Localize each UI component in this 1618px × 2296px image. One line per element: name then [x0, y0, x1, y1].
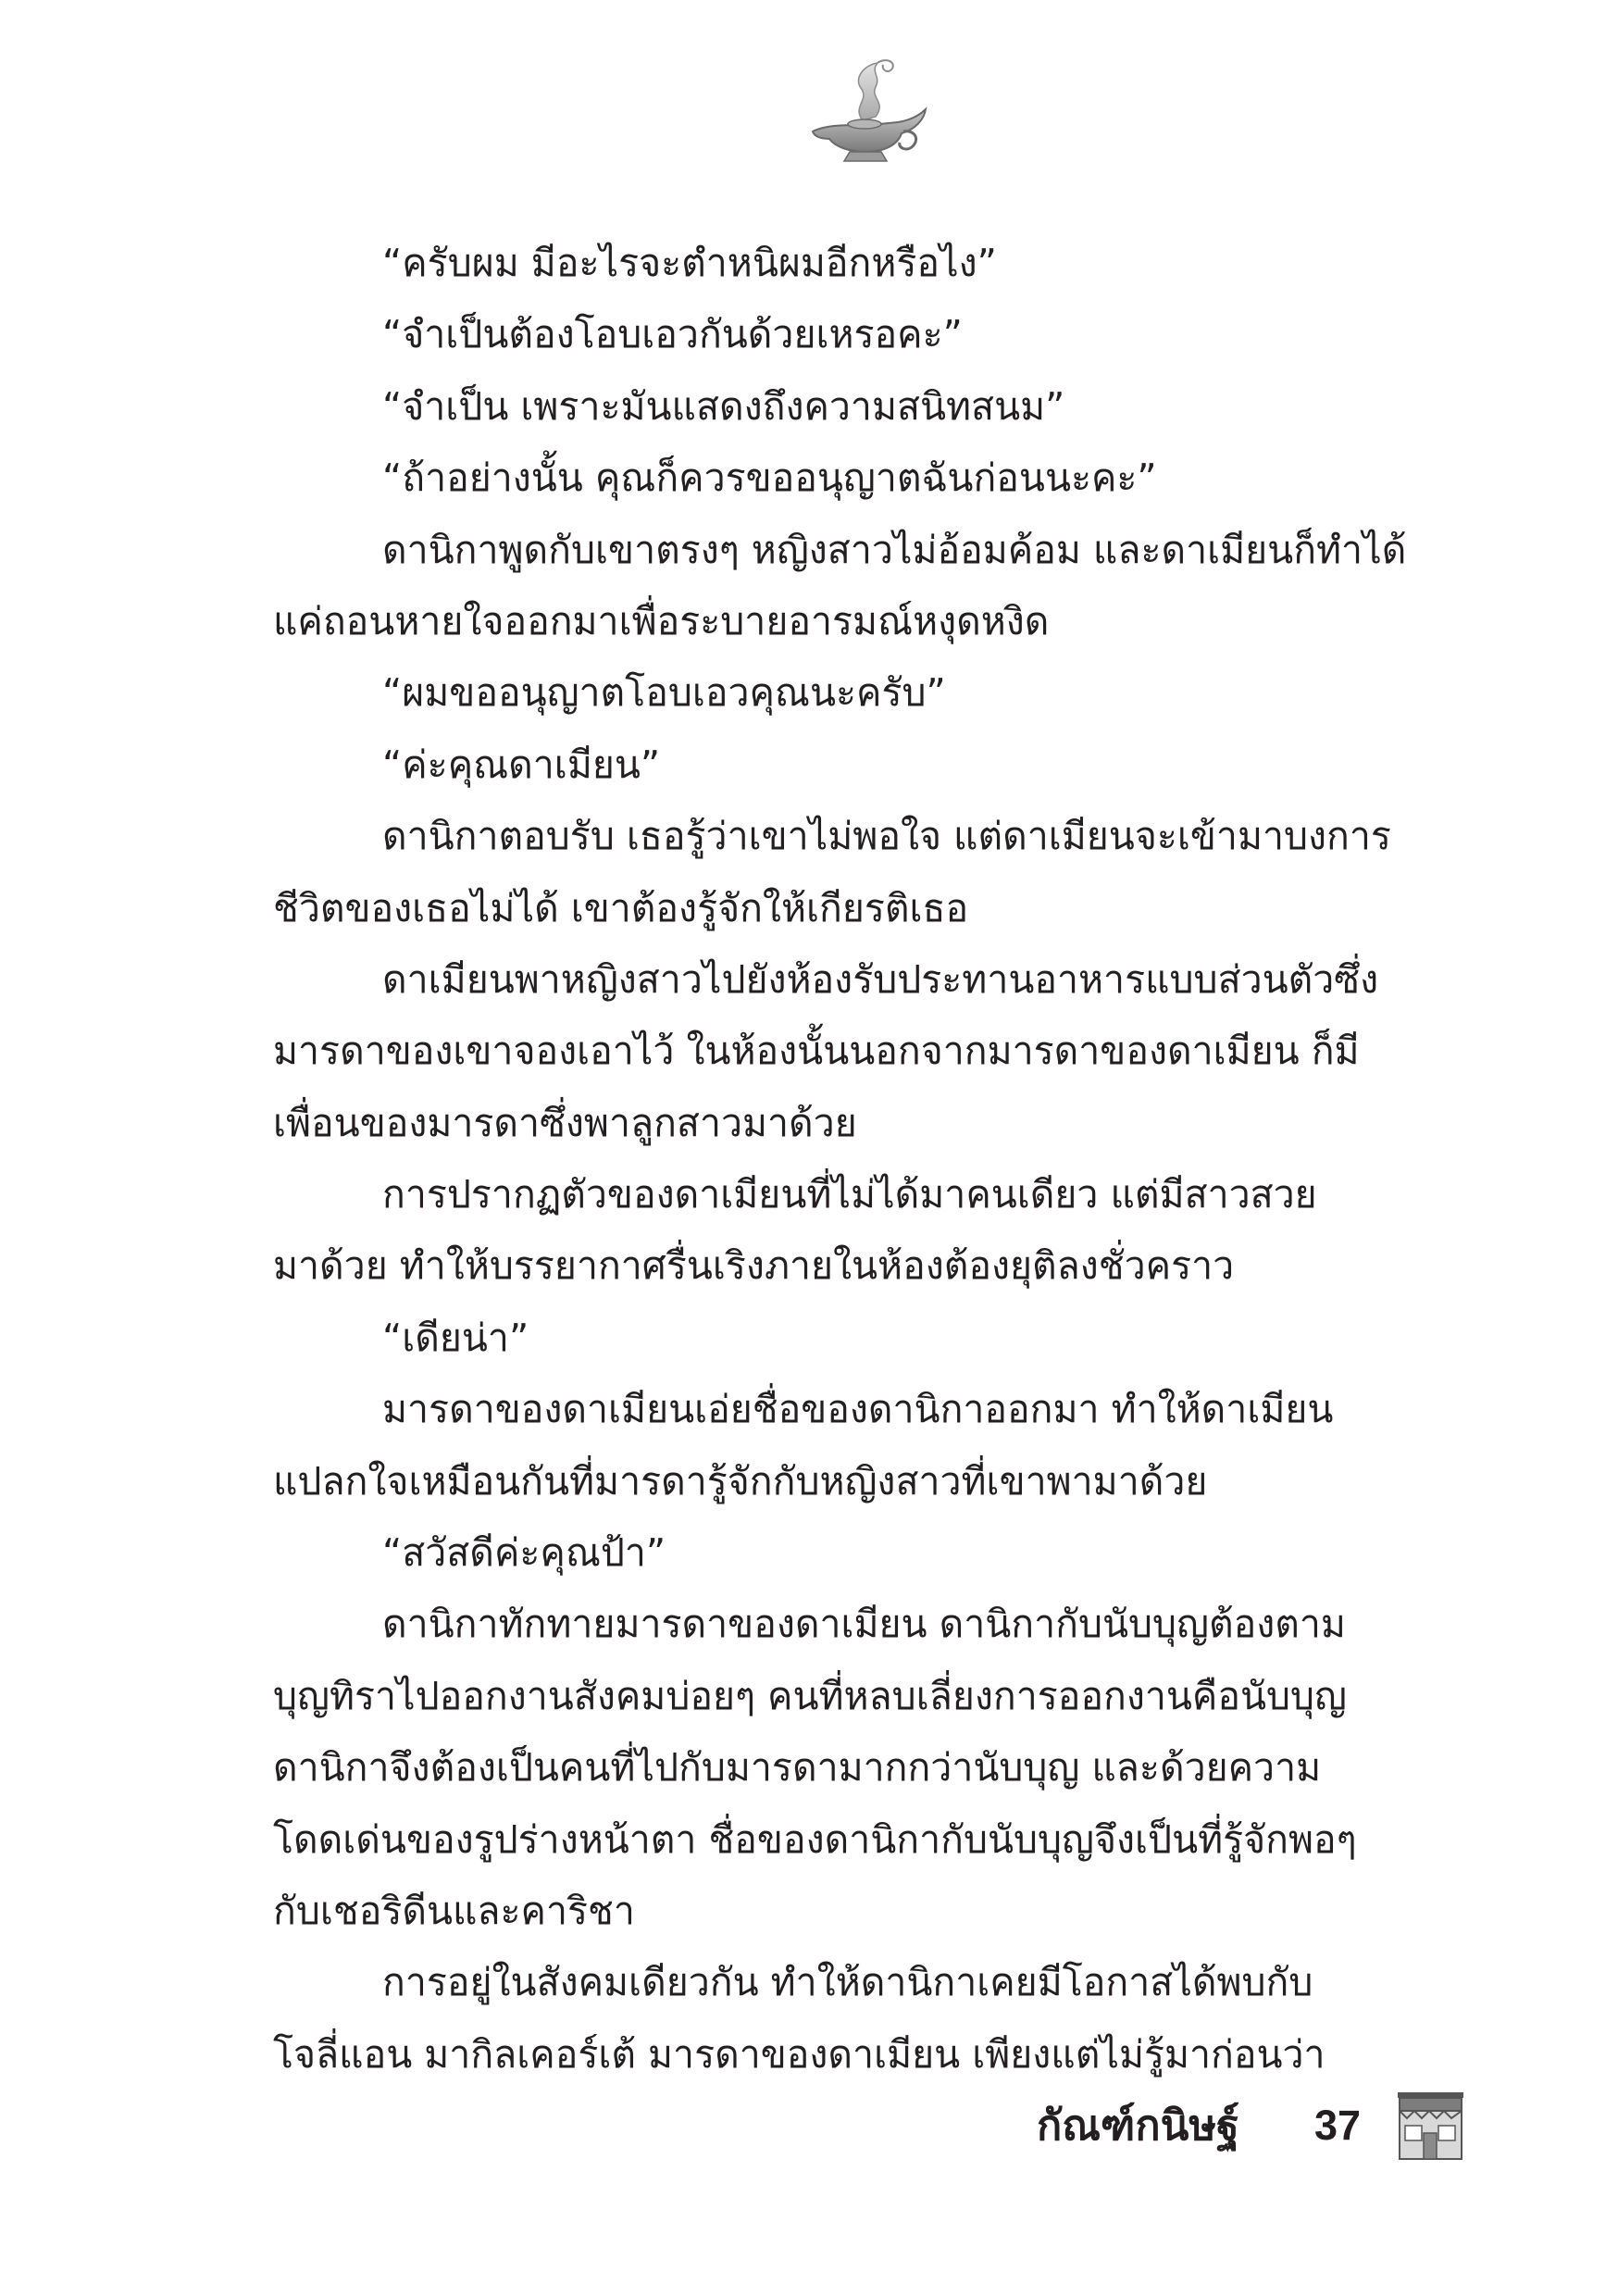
page-footer [1037, 2089, 1467, 2181]
paragraph-line: กับเชอริดีนและคาริชา [273, 1888, 635, 1933]
paragraph-line: โจลี่แอน มากิลเคอร์เต้ มารดาของดาเมียน เพียงแต่ไม่รู้มาก่อนว่า [273, 2031, 1326, 2077]
paragraph-line: เพื่อนของมารดาซึ่งพาลูกสาวมาด้วย [273, 1100, 857, 1145]
page-number: 37 [1314, 2102, 1362, 2149]
paragraph-line: มารดาของดาเมียนเอ่ยชื่อของดานิกาออกมา ทำให้ดาเมียน [382, 1387, 1334, 1432]
paragraph-line: ดานิกาพูดกับเขาตรงๆ หญิงสาวไม่อ้อมค้อม และดาเมียนก็ทำได้ [382, 527, 1407, 572]
paragraph-line: แค่ถอนหายใจออกมาเพื่อระบายอารมณ์หงุดหงิด [273, 598, 1050, 643]
dialogue-line: “ครับผม มีอะไรจะตำหนิผมอีกหรือไง” [382, 241, 997, 285]
dialogue-line: “เดียน่า” [382, 1315, 529, 1360]
dialogue-line: “จำเป็น เพราะมันแสดงถึงความสนิทสนม” [382, 383, 1065, 429]
genie-lamp-icon [796, 56, 935, 167]
book-title: กัณฑ์กนิษฐ์ [1037, 2101, 1239, 2150]
paragraph-line: ดานิกาจึงต้องเป็นคนที่ไปกับมารดามากกว่านับบุญ และด้วยความ [273, 1745, 1322, 1791]
paragraph-line: มารดาของเขาจองเอาไว้ ในห้องนั้นนอกจากมารดาของดาเมียน ก็มี [273, 1029, 1360, 1074]
paragraph-line: โดดเด่นของรูปร่างหน้าตา ชื่อของดานิกากับนับบุญจึงเป็นที่รู้จักพอๆ [273, 1816, 1357, 1862]
paragraph-line: การปรากฏตัวของดาเมียนที่ไม่ได้มาคนเดียว แต่มีสาวสวย [382, 1172, 1317, 1217]
dialogue-line: “สวัสดีค่ะคุณป้า” [382, 1530, 666, 1576]
paragraph-line: การอยู่ในสังคมเดียวกัน ทำให้ดานิกาเคยมีโอกาสได้พบกับ [382, 1960, 1313, 2005]
paragraph-line: ดานิกาทักทายมารดาของดาเมียน ดานิกากับนับบุญต้องตาม [382, 1602, 1346, 1647]
shop-front-icon [1396, 2089, 1465, 2163]
dialogue-line: “ค่ะคุณดาเมียน” [382, 742, 661, 787]
paragraph-line: บุญทิราไปออกงานสังคมบ่อยๆ คนที่หลบเลี่ยงการออกงานคือนับบุญ [273, 1673, 1347, 1718]
body-text [273, 228, 1462, 2090]
paragraph-line: มาด้วย ทำให้บรรยากาศรื่นเริงภายในห้องต้องยุติลงชั่วคราว [273, 1243, 1235, 1289]
dialogue-line: “ถ้าอย่างนั้น คุณก็ควรขออนุญาตฉันก่อนนะคะ” [382, 455, 1157, 501]
paragraph-line: แปลกใจเหมือนกันที่มารดารู้จักกับหญิงสาวที่เขาพามาด้วย [273, 1458, 1208, 1504]
dialogue-line: “จำเป็นต้องโอบเอวกันด้วยเหรอคะ” [382, 312, 963, 357]
paragraph-line: ชีวิตของเธอไม่ได้ เขาต้องรู้จักให้เกียรติเธอ [273, 885, 969, 930]
dialogue-line: “ผมขออนุญาตโอบเอวคุณนะครับ” [382, 670, 946, 716]
paragraph-line: ดาเมียนพาหญิงสาวไปยังห้องรับประทานอาหารแบบส่วนตัวซึ่ง [382, 956, 1379, 1002]
paragraph-line: ดานิกาตอบรับ เธอรู้ว่าเขาไม่พอใจ แต่ดาเมียนจะเข้ามาบงการ [382, 814, 1391, 859]
